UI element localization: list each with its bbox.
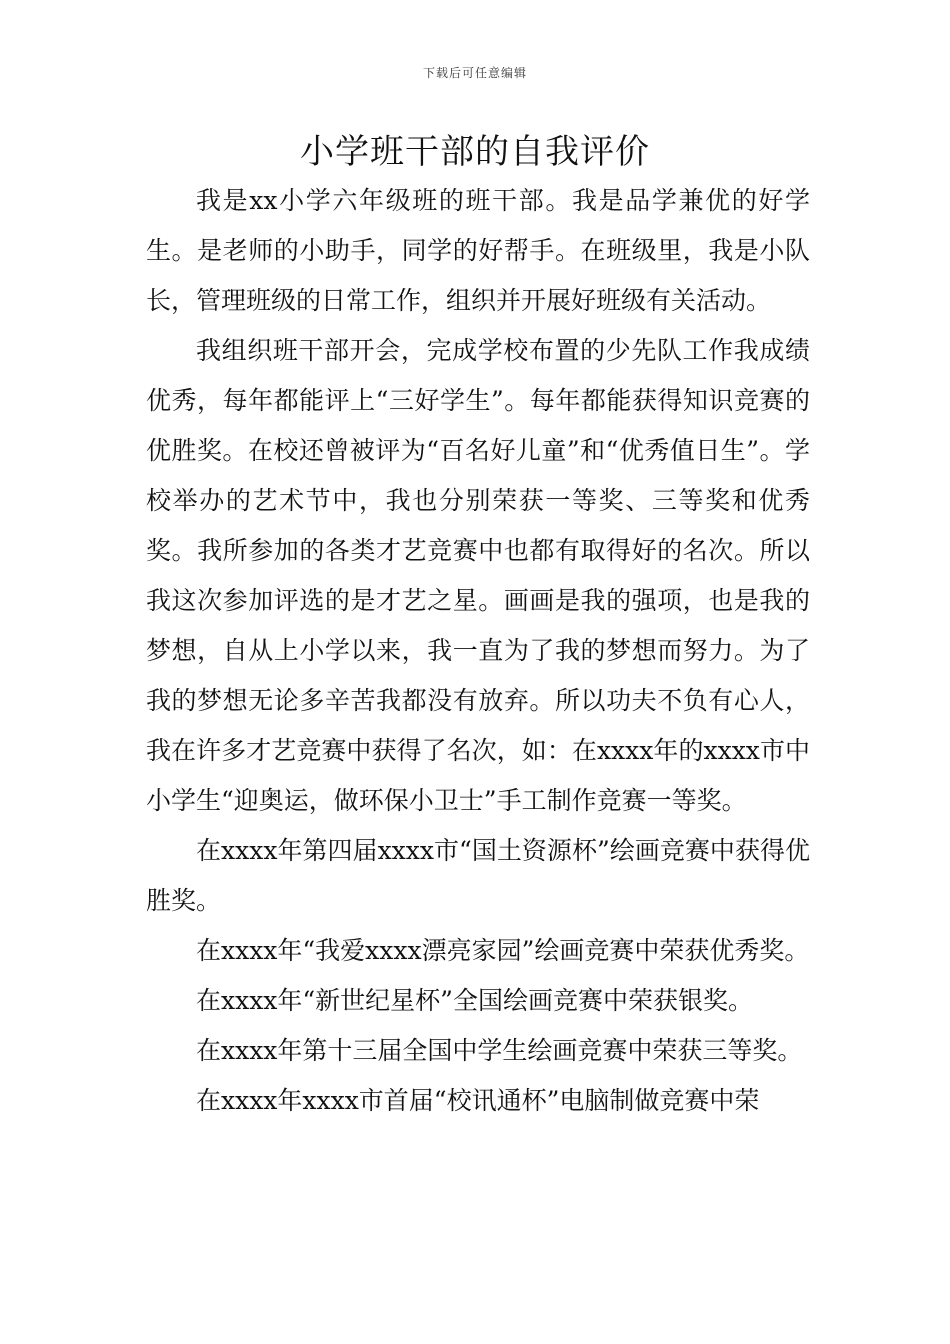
paragraph: 在xxxx年“我爱xxxx漂亮家园”绘画竞赛中荣获优秀奖。 bbox=[196, 936, 810, 965]
document-body bbox=[146, 176, 810, 1126]
document-title: 小学班干部的自我评价 bbox=[300, 132, 650, 172]
paragraph: 我是xx小学六年级班的班干部。我是品学兼优的好学生。是老师的小助手，同学的好帮手。在班级里，我是小队长，管理班级的日常工作，组织并开展好班级有关活动。 bbox=[146, 186, 810, 315]
paragraph: 在xxxx年“新世纪星杯”全国绘画竞赛中荣获银奖。 bbox=[196, 986, 753, 1015]
page-header-note: 下载后可任意编辑 bbox=[422, 66, 527, 80]
paragraph: 在xxxx年xxxx市首届“校讯通杯”电脑制做竞赛中荣 bbox=[196, 1086, 760, 1115]
paragraph: 在xxxx年第四届xxxx市“国土资源杯”绘画竞赛中获得优胜奖。 bbox=[146, 836, 810, 915]
paragraph: 在xxxx年第十三届全国中学生绘画竞赛中荣获三等奖。 bbox=[196, 1036, 803, 1065]
paragraph: 我组织班干部开会，完成学校布置的少先队工作我成绩优秀，每年都能评上“三好学生”。每年都能获得知识竞赛的优胜奖。在校还曾被评为“百名好儿童”和“优秀值日生”。学校举办的艺术节中，我也分别荣获一等奖、三等奖和优秀奖。我所参加的各类才艺竞赛中也都有取得好的名次。所以我这次参加评选的是才艺之星。画画是我的强项，也是我的梦想，自从上小学以来，我一直为了我的梦想而努力。为了我的梦想无论多辛苦我都没有放弃。所以功夫不负有心人，我在许多才艺竞赛中获得了名次，如：在xxxx年的xxxx市中小学生“迎奥运，做环保小卫士”手工制作竞赛一等奖。 bbox=[146, 336, 810, 815]
